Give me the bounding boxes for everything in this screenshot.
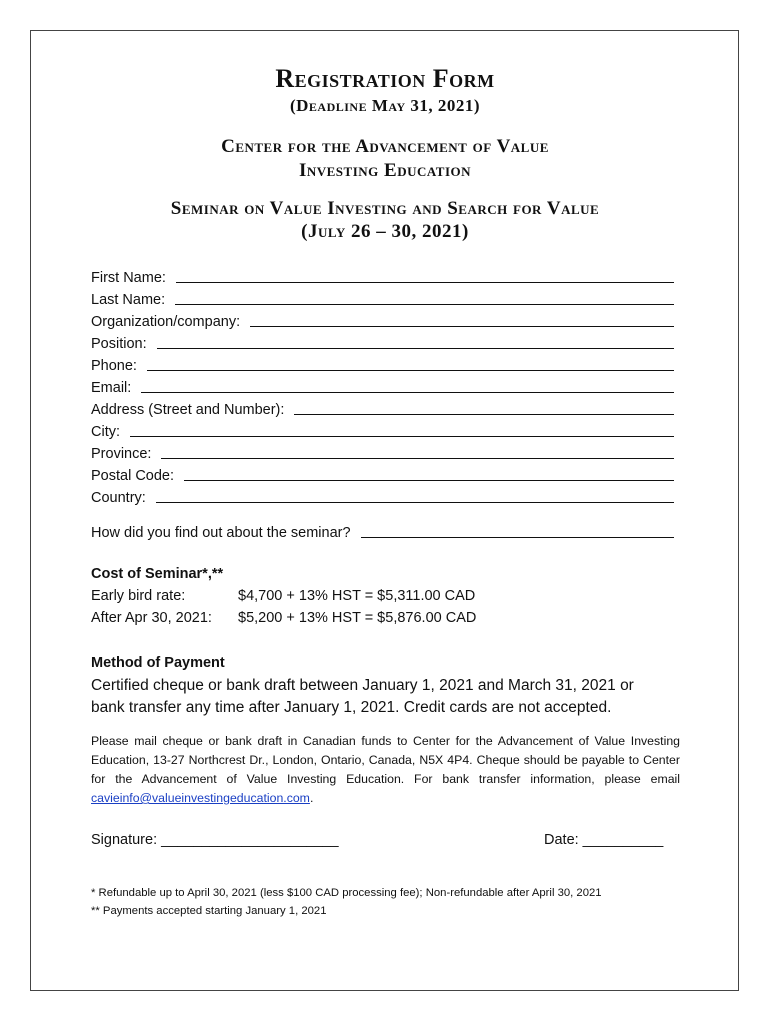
late-rate-price: $5,200 + 13% HST = $5,876.00 CAD bbox=[238, 610, 477, 626]
payment-description-line-1: Certified cheque or bank draft between January 1, 2021 and March 31, 2021 or bbox=[91, 677, 634, 694]
email-input-line[interactable] bbox=[141, 378, 674, 393]
field-label: Country: bbox=[91, 490, 146, 506]
seminar-title: Seminar on Value Investing and Search for Value bbox=[170, 198, 600, 219]
deadline: (Deadline May 31, 2021) bbox=[289, 96, 481, 115]
field-label: Province: bbox=[91, 446, 152, 462]
organization-field[interactable] bbox=[91, 310, 674, 330]
first-name-input-line[interactable] bbox=[176, 268, 674, 283]
email-field[interactable] bbox=[91, 376, 674, 396]
early-bird-price: $4,700 + 13% HST = $5,311.00 CAD bbox=[238, 588, 476, 604]
cost-heading: Cost of Seminar*,** bbox=[91, 566, 224, 582]
province-field[interactable] bbox=[91, 442, 674, 462]
postal-code-field[interactable] bbox=[91, 464, 674, 484]
footnote-refund: * Refundable up to April 30, 2021 (less $100 CAD processing fee); Non-refundable after April 30, 2021 bbox=[91, 887, 602, 899]
referral-question-field[interactable] bbox=[91, 521, 674, 541]
late-rate-label: After Apr 30, 2021: bbox=[91, 610, 212, 626]
payment-description-line-2: bank transfer any time after January 1, 2021. Credit cards are not accepted. bbox=[91, 699, 612, 716]
footnote-payments: ** Payments accepted starting January 1, 2021 bbox=[91, 905, 327, 917]
contact-email-link[interactable]: cavieinfo@valueinvestingeducation.com bbox=[91, 791, 310, 805]
date-line[interactable]: Date: __________ bbox=[544, 832, 664, 848]
position-input-line[interactable] bbox=[157, 334, 674, 349]
mailing-text-end: . bbox=[309, 791, 314, 805]
field-label: Position: bbox=[91, 336, 147, 352]
early-bird-label: Early bird rate: bbox=[91, 588, 186, 604]
seminar-dates: (July 26 – 30, 2021) bbox=[301, 221, 469, 242]
country-input-line[interactable] bbox=[156, 488, 674, 503]
country-field[interactable] bbox=[91, 486, 674, 506]
postal-code-input-line[interactable] bbox=[184, 466, 674, 481]
field-label: Email: bbox=[91, 380, 132, 396]
organization-line-1: Center for the Advancement of Value bbox=[221, 136, 549, 157]
form-title: Registration Form bbox=[275, 64, 495, 93]
first-name-field[interactable] bbox=[91, 266, 674, 286]
mailing-instructions bbox=[91, 732, 680, 808]
province-input-line[interactable] bbox=[161, 444, 674, 459]
address-input-line[interactable] bbox=[294, 400, 674, 415]
field-label: Organization/company: bbox=[91, 314, 241, 330]
referral-question-label: How did you find out about the seminar? bbox=[91, 525, 351, 541]
phone-input-line[interactable] bbox=[147, 356, 674, 371]
organization-input-line[interactable] bbox=[250, 312, 674, 327]
organization-line-2: Investing Education bbox=[298, 160, 472, 181]
position-field[interactable] bbox=[91, 332, 674, 352]
signature-line[interactable]: Signature: ______________________ bbox=[91, 832, 339, 848]
city-field[interactable] bbox=[91, 420, 674, 440]
phone-field[interactable] bbox=[91, 354, 674, 374]
field-label: First Name: bbox=[91, 270, 166, 286]
address-field[interactable] bbox=[91, 398, 674, 418]
field-label: Postal Code: bbox=[91, 468, 175, 484]
referral-input-line[interactable] bbox=[361, 523, 674, 538]
mailing-text: Please mail cheque or bank draft in Canadian funds to Center for the Advancement of Value Investing Education, 13-27 Northcrest Dr., London, Ontario, Canada, N5X 4P4. Cheque should be payable to Center for the Advancement of Value Investing Education. For bank transfer information, please email bbox=[91, 734, 680, 786]
last-name-field[interactable] bbox=[91, 288, 674, 308]
field-label: Phone: bbox=[91, 358, 137, 374]
field-label: City: bbox=[91, 424, 120, 440]
payment-heading: Method of Payment bbox=[91, 655, 225, 671]
city-input-line[interactable] bbox=[130, 422, 674, 437]
last-name-input-line[interactable] bbox=[175, 290, 674, 305]
field-label: Last Name: bbox=[91, 292, 166, 308]
field-label: Address (Street and Number): bbox=[91, 402, 285, 418]
